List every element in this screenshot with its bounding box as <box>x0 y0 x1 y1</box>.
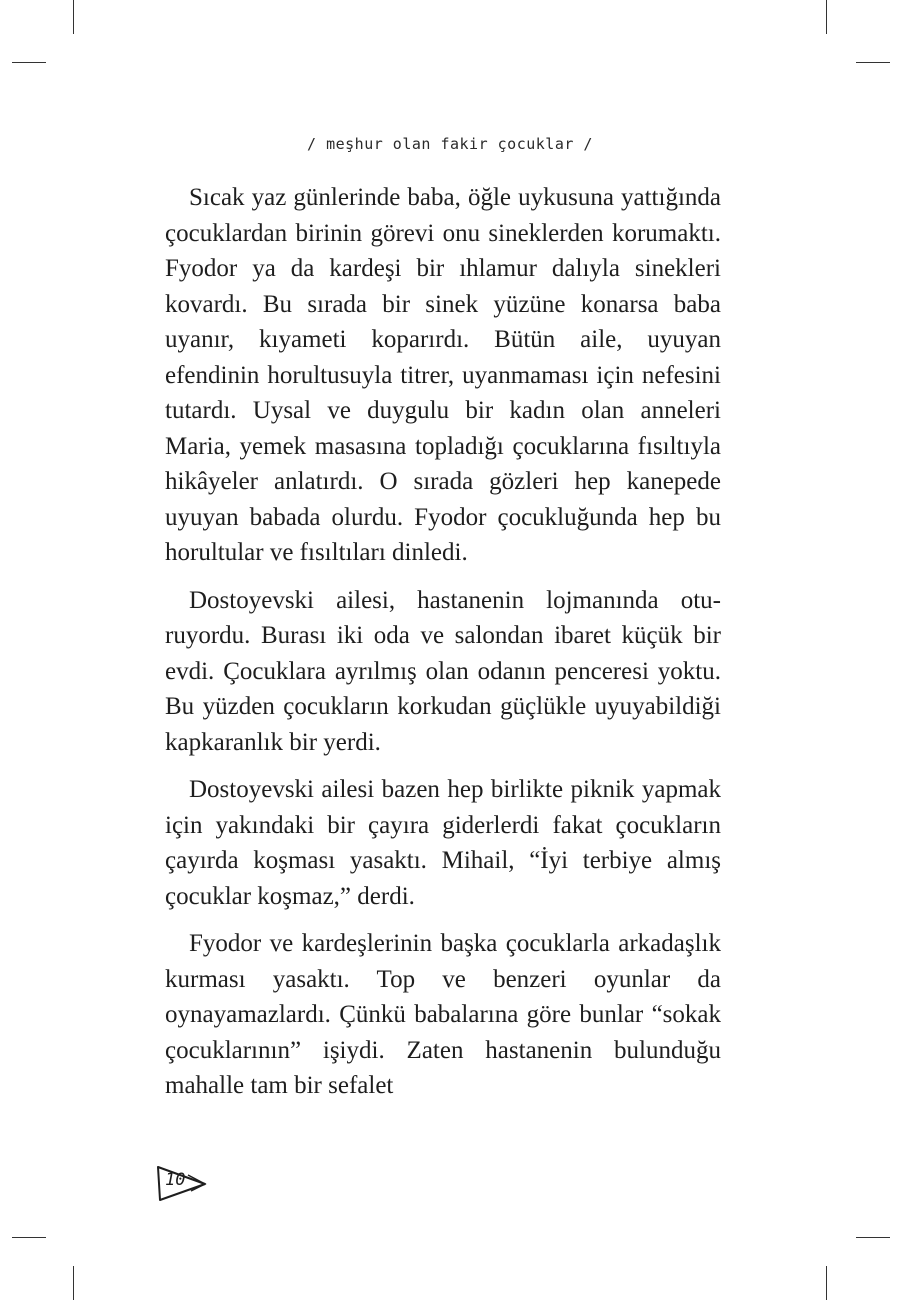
paragraph: Sıcak yaz günlerinde baba, öğle uykusuna yattığında çocuklardan birinin görevi onu sineklerden korumaktı. Fyodor ya da kardeşi bir ıhlamur dalıyla sinekleri kovardı. Bu sırada bir sinek yüzüne konarsa baba uyanır, kıyameti koparırdı. Bütün aile, uyuyan efendinin horultusuyla titrer, uyanmaması için nefesini tutardı. Uysal ve duygulu bir kadın olan anneleri Maria, yemek masasına topladığı çocuklarına fısıltıyla hikâyeler anlatırdı. O sırada gözleri hep kanepede uyuyan babada olurdu. Fyodor çocukluğunda hep bu horultular ve fısıltıları dinledi. <box>165 184 721 566</box>
running-head: / meşhur olan fakir çocuklar / <box>307 135 593 153</box>
crop-mark-top-right <box>826 0 827 34</box>
crop-mark-bottom-right-h <box>856 1237 890 1238</box>
crop-mark-bottom-right <box>826 1266 827 1300</box>
crop-mark-top-left <box>73 0 74 34</box>
page-number: 10 <box>165 1170 186 1190</box>
paragraph: Dostoyevski ailesi bazen hep birlikte piknik yapmak için yakındaki bir çayıra giderlerdi fakat çocukların çayırda koşması yasaktı. Mihail, “İyi terbiye almış çocuklar koşmaz,” derdi. <box>165 776 721 910</box>
crop-mark-bottom-left <box>73 1266 74 1300</box>
crop-mark-bottom-left-h <box>12 1237 46 1238</box>
paragraph: Fyodor ve kardeşlerinin başka çocuklarla arkadaşlık kurması yasaktı. Top ve benzeri oyunlar da oynayamazlardı. Çünkü babalarına göre bunlar “sokak çocuklarının” işiydi. Zaten hastanenin bulunduğu mahalle tam bir sefalet <box>165 930 721 1099</box>
page-number-badge <box>155 1163 209 1203</box>
crop-mark-top-left-h <box>12 62 46 63</box>
paragraph: Dostoyevski ailesi, hastanenin lojmanında oturuyordu. Burası iki oda ve salondan ibaret küçük bir evdi. Çocuklara ayrılmış olan odanın penceresi yoktu. Bu yüzden çocukların korkudan güçlükle uyuyabildiği kapkaranlık bir yerdi. <box>165 586 721 756</box>
crop-mark-top-right-h <box>856 62 890 63</box>
body-text <box>165 180 721 1104</box>
